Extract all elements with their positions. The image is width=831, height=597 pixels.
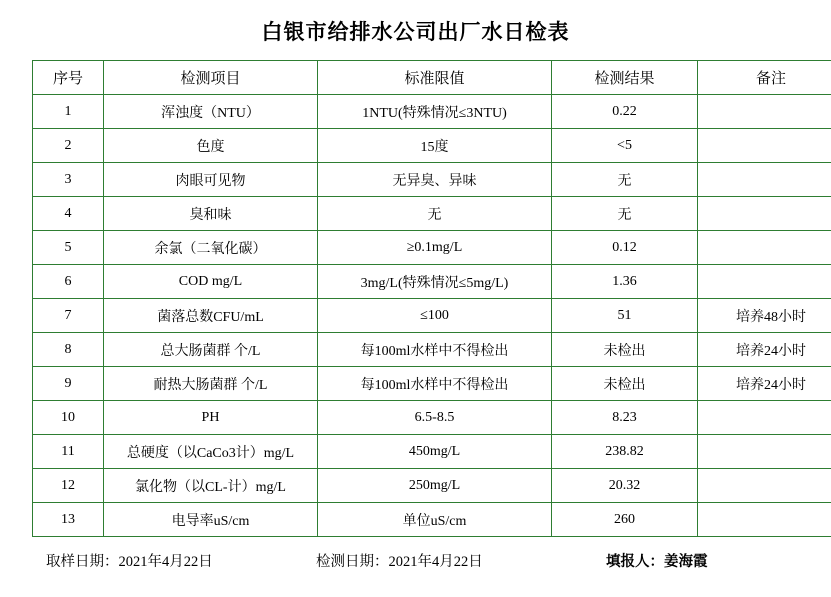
cell-item: 臭和味: [104, 197, 318, 231]
cell-item: 肉眼可见物: [104, 163, 318, 197]
table-row: [33, 129, 831, 163]
table-row: [33, 197, 831, 231]
cell-index: 7: [33, 299, 104, 333]
table-row: [33, 231, 831, 265]
cell-result: 0.12: [552, 231, 698, 265]
cell-index: 11: [33, 435, 104, 469]
cell-item: 总大肠菌群 个/L: [104, 333, 318, 367]
cell-result: 无: [552, 163, 698, 197]
cell-index: 2: [33, 129, 104, 163]
cell-index: 8: [33, 333, 104, 367]
table-row: [33, 299, 831, 333]
table-row: [33, 435, 831, 469]
cell-result: 0.22: [552, 95, 698, 129]
cell-index: 3: [33, 163, 104, 197]
cell-index: 12: [33, 469, 104, 503]
cell-item: 电导率uS/cm: [104, 503, 318, 537]
cell-limit: 每100ml水样中不得检出: [318, 333, 552, 367]
header-note: 备注: [698, 61, 831, 95]
cell-result: 238.82: [552, 435, 698, 469]
cell-result: 1.36: [552, 265, 698, 299]
cell-index: 1: [33, 95, 104, 129]
cell-result: <5: [552, 129, 698, 163]
sample-date-label: 取样日期：2021年4月22日: [46, 550, 316, 571]
cell-item: PH: [104, 401, 318, 435]
test-date-label: 检测日期：2021年4月22日: [316, 550, 606, 571]
table-header-row: [33, 61, 831, 95]
cell-note: 培养24小时: [698, 367, 831, 401]
cell-limit: 单位uS/cm: [318, 503, 552, 537]
table-row: [33, 95, 831, 129]
cell-limit: 250mg/L: [318, 469, 552, 503]
cell-item: 氯化物（以CL-计）mg/L: [104, 469, 318, 503]
cell-item: 耐热大肠菌群 个/L: [104, 367, 318, 401]
header-limit: 标准限值: [318, 61, 552, 95]
document-page: [0, 16, 831, 597]
cell-item: 菌落总数CFU/mL: [104, 299, 318, 333]
cell-limit: 3mg/L(特殊情况≤5mg/L): [318, 265, 552, 299]
cell-result: 未检出: [552, 333, 698, 367]
table-row: [33, 163, 831, 197]
table-row: [33, 333, 831, 367]
cell-index: 9: [33, 367, 104, 401]
cell-limit: 1NTU(特殊情况≤3NTU): [318, 95, 552, 129]
report-table-container: [0, 60, 831, 537]
cell-note: [698, 163, 831, 197]
cell-note: [698, 503, 831, 537]
cell-item: 余氯（二氧化碳）: [104, 231, 318, 265]
cell-note: 培养24小时: [698, 333, 831, 367]
cell-limit: 无: [318, 197, 552, 231]
cell-limit: ≤100: [318, 299, 552, 333]
cell-note: [698, 469, 831, 503]
cell-note: [698, 401, 831, 435]
cell-result: 260: [552, 503, 698, 537]
header-index: 序号: [33, 61, 104, 95]
cell-limit: 15度: [318, 129, 552, 163]
cell-index: 6: [33, 265, 104, 299]
header-item: 检测项目: [104, 61, 318, 95]
cell-index: 10: [33, 401, 104, 435]
table-row: [33, 265, 831, 299]
document-footer: [0, 550, 831, 571]
cell-item: 色度: [104, 129, 318, 163]
table-row: [33, 503, 831, 537]
table-row: [33, 469, 831, 503]
cell-note: [698, 265, 831, 299]
table-header: [33, 61, 831, 95]
cell-result: 51: [552, 299, 698, 333]
cell-note: [698, 435, 831, 469]
cell-result: 20.32: [552, 469, 698, 503]
table-body: [33, 95, 831, 537]
cell-limit: 6.5-8.5: [318, 401, 552, 435]
cell-limit: ≥0.1mg/L: [318, 231, 552, 265]
cell-result: 未检出: [552, 367, 698, 401]
cell-limit: 每100ml水样中不得检出: [318, 367, 552, 401]
cell-item: COD mg/L: [104, 265, 318, 299]
cell-item: 浑浊度（NTU）: [104, 95, 318, 129]
reporter-label: 填报人：姜海霞: [606, 550, 785, 571]
water-quality-report-table: [32, 60, 831, 537]
cell-limit: 450mg/L: [318, 435, 552, 469]
cell-result: 无: [552, 197, 698, 231]
cell-note: [698, 197, 831, 231]
cell-note: [698, 129, 831, 163]
cell-item: 总硬度（以CaCo3计）mg/L: [104, 435, 318, 469]
cell-index: 13: [33, 503, 104, 537]
cell-note: [698, 231, 831, 265]
table-row: [33, 401, 831, 435]
header-result: 检测结果: [552, 61, 698, 95]
table-row: [33, 367, 831, 401]
cell-note: [698, 95, 831, 129]
cell-limit: 无异臭、异味: [318, 163, 552, 197]
cell-index: 5: [33, 231, 104, 265]
cell-note: 培养48小时: [698, 299, 831, 333]
page-title: 白银市给排水公司出厂水日检表: [0, 16, 831, 46]
cell-result: 8.23: [552, 401, 698, 435]
cell-index: 4: [33, 197, 104, 231]
